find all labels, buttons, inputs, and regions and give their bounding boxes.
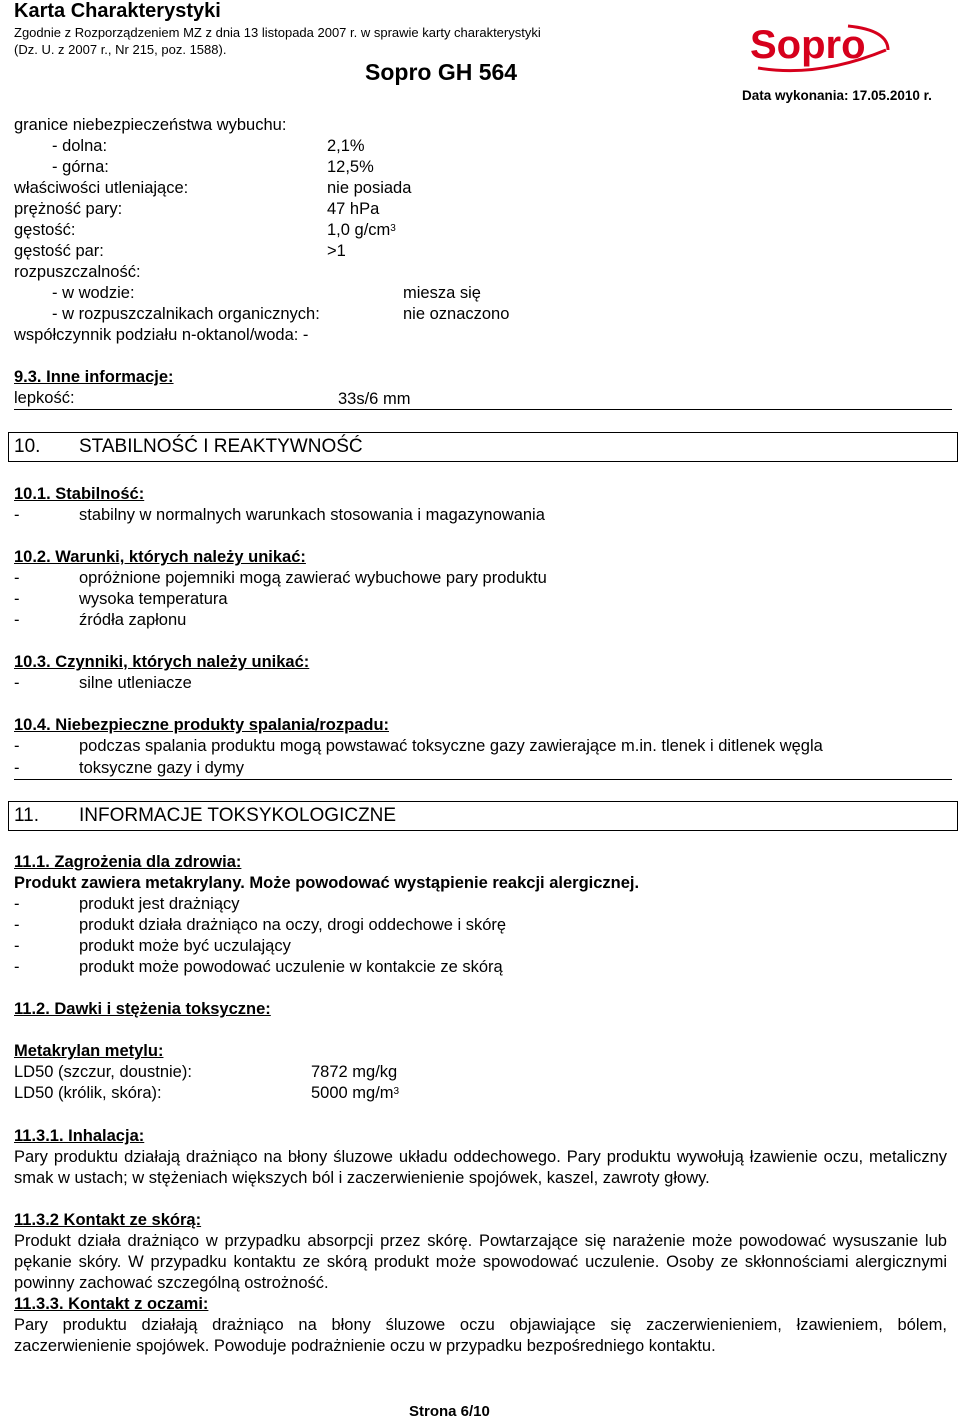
section-11-title: INFORMACJE TOKSYKOLOGICZNE [79,805,397,826]
section-11-1-statement: Produkt zawiera metakrylany. Może powodować wystąpienie reakcji alergicznej. [14,874,640,892]
substance-name: Metakrylan metylu: [14,1042,164,1060]
section-11-3-1-heading: 11.3.1. Inhalacja: [14,1127,145,1145]
list-item: - [14,506,20,524]
regulation-line-2: (Dz. U. z 2007 r., Nr 215, poz. 1588). [14,42,227,57]
list-item: źródła zapłonu [79,611,187,629]
bullet: - [14,569,20,587]
creation-date: Data wykonania: 17.05.2010 r. [742,88,932,103]
section-11-header [8,801,958,831]
upper-limit-label: - górna: [52,158,109,176]
skin-contact-text: Produkt działa drażniąco w przypadku absorpcji przez skórę. Powtarzające się narażenie może powodować wysuszanie lub pękanie skóry. W przypadku kontaktu ze skórą produkt może spowodować uczulenie. Osoby ze skłonnościami alergicznymi powinny zachować szczególną ostrożność. [14,1232,947,1292]
section-10-header [8,432,958,462]
section-11-3-2-heading: 11.3.2 Kontakt ze skórą: [14,1211,202,1229]
list-item: produkt może być uczulający [79,937,291,955]
logo-text: Sopro [750,23,866,67]
ld50-skin-label: LD50 (królik, skóra): [14,1084,162,1102]
bullet: - [14,737,20,755]
regulation-line-1: Zgodnie z Rozporządzeniem MZ z dnia 13 listopada 2007 r. w sprawie karty charakterystyki [14,25,541,40]
oxidizing-value: nie posiada [327,179,412,197]
explosion-limits-label: granice niebezpieczeństwa wybuchu: [14,116,287,134]
organic-solubility-label: - w rozpuszczalnikach organicznych: [52,305,320,323]
bullet: - [14,958,20,976]
list-item: toksyczne gazy i dymy [79,759,245,777]
viscosity-value: 33s/6 mm [338,390,411,408]
sopro-logo [748,20,893,75]
inhalation-text: Pary produktu działają drażniąco na błony śluzowe układu oddechowego. Pary produktu wywołują łzawienie oczu, metaliczny smak w ustach; w stężeniach większych ból i zaczerwienienie spojówek, kaszel, zawroty głowy. [14,1148,947,1187]
bullet: - [14,674,20,692]
product-name: Sopro GH 564 [365,59,518,85]
list-item: silne utleniacze [79,674,192,692]
section-10-1-heading: 10.1. Stabilność: [14,485,145,503]
section-11-2-heading: 11.2. Dawki i stężenia toksyczne: [14,1000,271,1018]
ld50-oral-label: LD50 (szczur, doustnie): [14,1063,192,1081]
water-solubility-value: miesza się [403,284,481,302]
bullet: - [14,937,20,955]
list-item: stabilny w normalnych warunkach stosowania i magazynowania [79,506,545,524]
vapour-density-value: >1 [327,242,346,260]
section-11-number: 11. [14,805,40,826]
section-9-3-heading: 9.3. Inne informacje: [14,368,174,386]
organic-solubility-value: nie oznaczono [403,305,510,323]
ld50-skin-value: 5000 $mg/m^3$ [311,1084,400,1102]
bullet: - [14,895,20,913]
section-10-2-heading: 10.2. Warunki, których należy unikać: [14,548,306,566]
lower-limit-label: - dolna: [52,137,108,155]
list-item: wysoka temperatura [79,590,228,608]
oxidizing-label: właściwości utleniające: [14,179,189,197]
list-item: produkt działa drażniąco na oczy, drogi oddechowe i skórę [79,916,507,934]
section-11-1-heading: 11.1. Zagrożenia dla zdrowia: [14,853,242,871]
bullet: - [14,916,20,934]
divider [14,409,952,410]
document-title: Karta Charakterystyki [14,0,221,22]
list-item: opróżnione pojemniki mogą zawierać wybuchowe pary produktu [79,569,547,587]
list-item: produkt jest drażniący [79,895,240,913]
upper-limit-value: 12,5% [327,158,374,176]
viscosity-label: lepkość: [14,389,75,407]
partition-coefficient: współczynnik podziału n-oktanol/woda: - [14,326,309,344]
eye-contact-text: Pary produktu działają drażniąco na błony śluzowe oczu objawiające się zaczerwienieniem, łzawieniem, bólem, zaczerwienienie spojówek. Powoduje podrażnienie oczu w przypadku bezpośredniego kontaktu. [14,1316,947,1355]
bullet: - [14,759,20,777]
page-number: Strona 6/10 [409,1403,490,1420]
section-10-4-heading: 10.4. Niebezpieczne produkty spalania/rozpadu: [14,716,390,734]
density-value: 1,0 $g/cm^3$ [327,221,396,239]
water-solubility-label: - w wodzie: [52,284,135,302]
vapour-pressure-label: prężność pary: [14,200,123,218]
list-item: podczas spalania produktu mogą powstawać toksyczne gazy zawierające m.in. tlenek i ditlenek węgla [79,737,823,755]
section-10-title: STABILNOŚĆ I REAKTYWNOŚĆ [79,436,363,457]
vapour-pressure-value: 47 hPa [327,200,380,218]
section-11-3-3-heading: 11.3.3. Kontakt z oczami: [14,1295,209,1313]
bullet: - [14,590,20,608]
section-10-number: 10. [14,436,41,457]
density-label: gęstość: [14,221,76,239]
section-10-3-heading: 10.3. Czynniki, których należy unikać: [14,653,310,671]
bullet: - [14,611,20,629]
ld50-oral-value: 7872 mg/kg [311,1063,398,1081]
solubility-label: rozpuszczalność: [14,263,141,281]
list-item: produkt może powodować uczulenie w kontakcie ze skórą [79,958,503,976]
divider [14,779,952,780]
vapour-density-label: gęstość par: [14,242,104,260]
lower-limit-value: 2,1% [327,137,365,155]
